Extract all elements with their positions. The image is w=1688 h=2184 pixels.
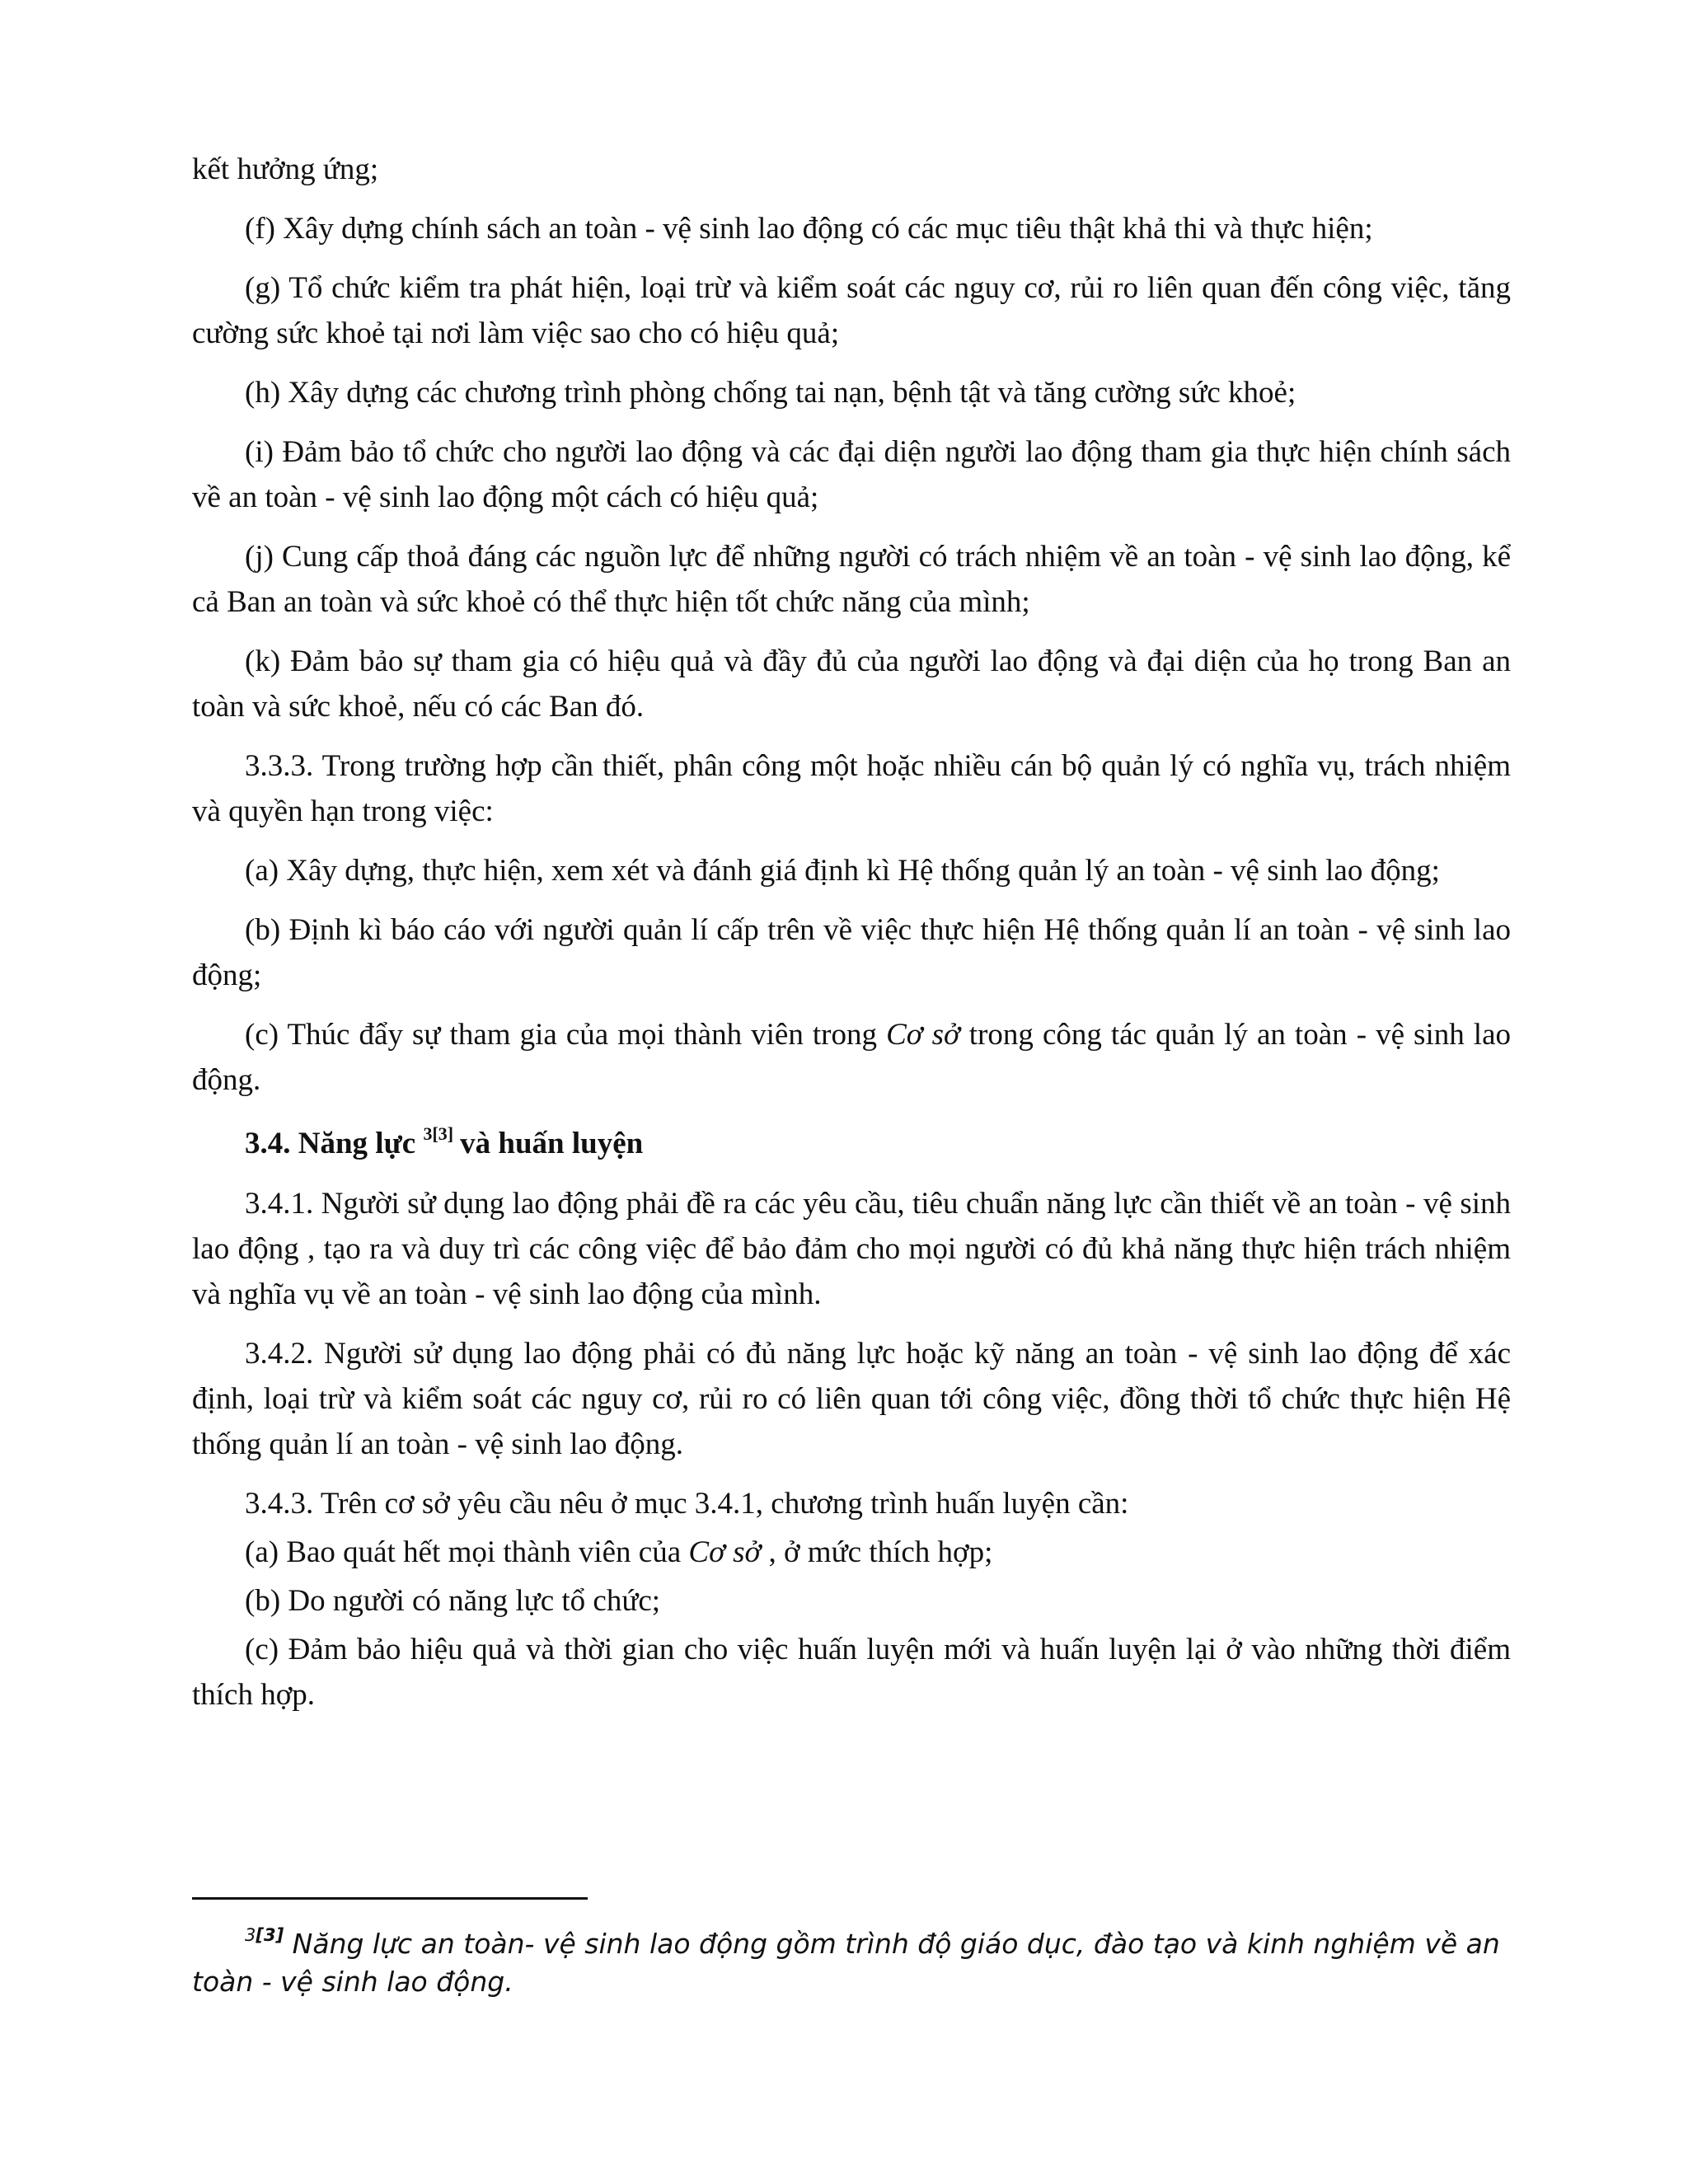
paragraph-training-a-italic: Cơ sở — [688, 1535, 762, 1569]
paragraph-training-b: (b) Do người có năng lực tổ chức; — [245, 1584, 661, 1618]
paragraph-item-c-text-before: (c) Thúc đẩy sự tham gia của mọi thành viên trong — [245, 1018, 887, 1052]
paragraph-3-4-1: 3.4.1. Người sử dụng lao động phải đề ra các yêu cầu, tiêu chuẩn năng lực cần thiết về an toàn - vệ sinh lao động , tạo ra và duy trì các công việc để bảo đảm cho mọi người có đủ khả năng thực hiện trách nhiệm và nghĩa vụ về an toàn - vệ sinh lao động của mình. — [192, 1187, 1511, 1311]
paragraph-training-a-after: , ở mức thích hợp; — [761, 1535, 993, 1569]
paragraph-item-g: (g) Tổ chức kiểm tra phát hiện, loại trừ và kiểm soát các nguy cơ, rủi ro liên quan đến công việc, tăng cường sức khoẻ tại nơi làm việc sao cho có hiệu quả; — [192, 271, 1511, 350]
paragraph-item-c — [192, 1012, 1511, 1103]
paragraph-item-b: (b) Định kì báo cáo với người quản lí cấp trên về việc thực hiện Hệ thống quản lí an toàn - vệ sinh lao động; — [192, 913, 1511, 992]
section-heading-3-4 — [245, 1121, 1511, 1166]
paragraph-item-k: (k) Đảm bảo sự tham gia có hiệu quả và đầy đủ của người lao động và đại diện của họ trong Ban an toàn và sức khoẻ, nếu có các Ban đó. — [192, 644, 1511, 724]
paragraph-continuation: kết hưởng ứng; — [192, 152, 379, 186]
paragraph-item-j: (j) Cung cấp thoả đáng các nguồn lực để những người có trách nhiệm về an toàn - vệ sinh lao động, kể cả Ban an toàn và sức khoẻ có thể thực hiện tốt chức năng của mình; — [192, 540, 1511, 619]
footnote-text: Năng lực an toàn- vệ sinh lao động gồm trình độ giáo dục, đào tạo và kinh nghiệm về an toàn - vệ sinh lao động. — [192, 1928, 1500, 1998]
footnote-separator — [192, 1897, 588, 1900]
footnote — [192, 1925, 1511, 2001]
paragraph-item-h: (h) Xây dựng các chương trình phòng chống tai nạn, bệnh tật và tăng cường sức khoẻ; — [245, 376, 1296, 410]
paragraph-3-3-3: 3.3.3. Trong trường hợp cần thiết, phân công một hoặc nhiều cán bộ quản lý có nghĩa vụ, trách nhiệm và quyền hạn trong việc: — [192, 749, 1511, 828]
paragraph-item-a: (a) Xây dựng, thực hiện, xem xét và đánh giá định kì Hệ thống quản lý an toàn - vệ sinh lao động; — [245, 854, 1440, 888]
paragraph-item-c-text-after: trong công tác quản lý an toàn - vệ sinh lao động. — [192, 1018, 1511, 1097]
paragraph-item-i: (i) Đảm bảo tổ chức cho người lao động và các đại diện người lao động tham gia thực hiện chính sách về an toàn - vệ sinh lao động một cách có hiệu quả; — [192, 435, 1511, 514]
footnote-mark-bracket: [3] — [256, 1925, 284, 1945]
paragraph-training-c: (c) Đảm bảo hiệu quả và thời gian cho việc huấn luyện mới và huấn luyện lại ở vào những thời điểm thích hợp. — [192, 1633, 1511, 1712]
document-body — [192, 147, 1511, 1732]
footnote-mark — [245, 1925, 284, 1945]
footnote-reference[interactable]: 3[3] — [423, 1123, 454, 1144]
paragraph-item-c-italic: Cơ sở — [886, 1018, 960, 1052]
footnote-mark-number: 3 — [245, 1925, 256, 1945]
heading-text-before: 3.4. Năng lực — [245, 1127, 424, 1160]
paragraph-training-a-before: (a) Bao quát hết mọi thành viên của — [245, 1535, 689, 1569]
paragraph-item-f: (f) Xây dựng chính sách an toàn - vệ sinh lao động có các mục tiêu thật khả thi và thực hiện; — [245, 212, 1373, 246]
paragraph-training-a — [192, 1530, 1511, 1575]
paragraph-3-4-3: 3.4.3. Trên cơ sở yêu cầu nêu ở mục 3.4.1, chương trình huấn luyện cần: — [245, 1487, 1129, 1521]
paragraph-3-4-2: 3.4.2. Người sử dụng lao động phải có đủ năng lực hoặc kỹ năng an toàn - vệ sinh lao động để xác định, loại trừ và kiểm soát các nguy cơ, rủi ro có liên quan tới công việc, đồng thời tổ chức thực hiện Hệ thống quản lí an toàn - vệ sinh lao động. — [192, 1337, 1511, 1461]
heading-text-after: và huấn luyện — [460, 1127, 644, 1160]
